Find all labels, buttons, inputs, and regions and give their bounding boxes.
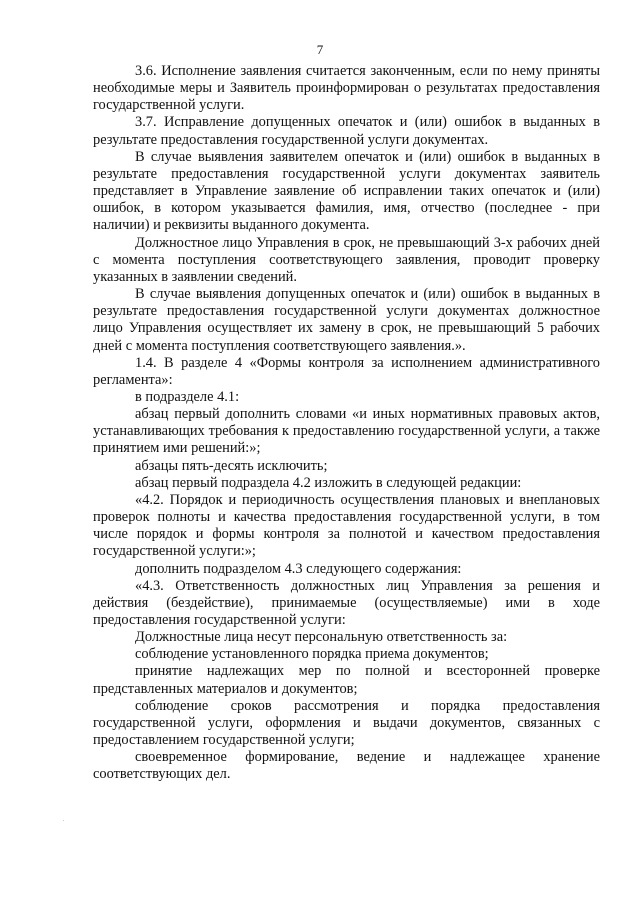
- paragraph-verification: Должностное лицо Управления в срок, не превышающий 3-х рабочих дней с момента поступления соответствующего заявления, проводит проверку указанных в заявлении сведений.: [93, 234, 600, 285]
- paragraph-item-order: соблюдение установленного порядка приема документов;: [135, 646, 489, 663]
- paragraph-error-detection: В случае выявления заявителем опечаток и (или) ошибок в выданных в результате предоставления государственной услуги документах заявитель представляет в Управление заявление об исправлении таких опечаток и (или) ошибок, в котором указывается фамилия, имя, отчество (последнее - при наличии) и реквизиты выданного документа.: [93, 148, 600, 234]
- paragraph-3-6: 3.6. Исполнение заявления считается законченным, если по нему приняты необходимые меры и Заявитель проинформирован о результатах предоставления государственной услуги.: [93, 63, 600, 114]
- paragraph-exclude: абзацы пять-десять исключить;: [135, 457, 328, 474]
- paragraph-amend-first: абзац первый дополнить словами «и иных нормативных правовых актов, устанавливающих требования к предоставлению государственной услуги, а также принятием ими решений:»;: [93, 406, 600, 457]
- paragraph-item-records: своевременное формирование, ведение и надлежащее хранение соответствующих дел.: [93, 749, 600, 783]
- paragraph-responsibility: Должностные лица несут персональную ответственность за:: [135, 629, 508, 646]
- paragraph-subsection-4-1: в подразделе 4.1:: [135, 388, 240, 405]
- paragraph-1-4: 1.4. В разделе 4 «Формы контроля за исполнением административного регламента»:: [93, 354, 600, 388]
- paragraph-item-verification: принятие надлежащих мер по полной и всесторонней проверке представленных материалов и документов;: [93, 663, 600, 697]
- scan-artifact: [63, 820, 64, 821]
- paragraph-4-2-intro: абзац первый подраздела 4.2 изложить в следующей редакции:: [135, 474, 522, 491]
- paragraph-4-3: «4.3. Ответственность должностных лиц Управления за решения и действия (бездействие), принимаемые (осуществляемые) ими в ходе предоставления государственной услуги:: [93, 577, 600, 628]
- paragraph-replacement: В случае выявления допущенных опечаток и (или) ошибок в выданных в результате предоставления государственной услуги документах должностное лицо Управления осуществляет их замену в срок, не превышающий 5 рабочих дней с момента поступления соответствующего заявления.».: [93, 286, 600, 354]
- document-body: [93, 63, 600, 784]
- page-number: 7: [316, 42, 324, 57]
- paragraph-item-deadlines: соблюдение сроков рассмотрения и порядка предоставления государственной услуги, оформления и выдачи документов, связанных с предоставлением государственной услуги;: [93, 697, 600, 749]
- paragraph-4-3-intro: дополнить подразделом 4.3 следующего содержания:: [135, 560, 462, 577]
- paragraph-4-2: «4.2. Порядок и периодичность осуществления плановых и внеплановых проверок полноты и качества предоставления государственной услуги, в том числе порядок и формы контроля за полнотой и качеством предоставления государственной услуги:»;: [93, 491, 600, 560]
- paragraph-3-7: 3.7. Исправление допущенных опечаток и (или) ошибок в выданных в результате предоставления государственной услуги документах.: [93, 114, 600, 148]
